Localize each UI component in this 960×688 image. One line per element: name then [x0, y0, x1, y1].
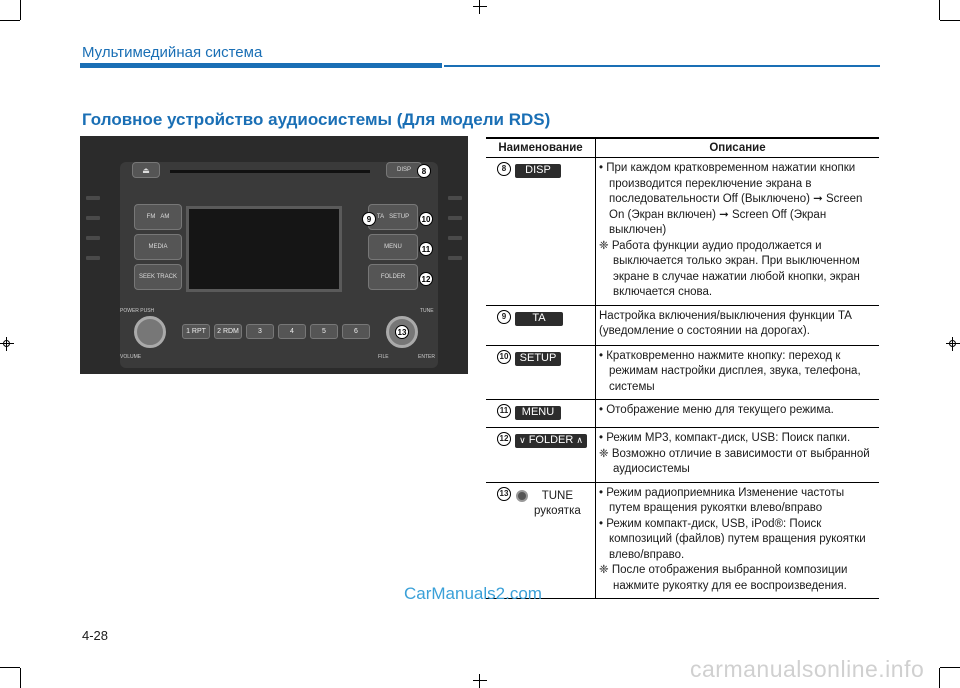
- ta-key: TA: [515, 312, 563, 326]
- menu-key: MENU: [515, 406, 561, 420]
- vent: [448, 216, 462, 220]
- registration-mark: [946, 337, 960, 351]
- chevron-up-icon: ∧: [576, 435, 583, 446]
- column-header-description: Описание: [596, 138, 880, 158]
- callout-13: 13: [395, 325, 409, 339]
- media-button: MEDIA: [134, 234, 182, 260]
- description-note: ❈ Возможно отличие в зависимости от выбранной аудиосистемы: [599, 447, 870, 475]
- callout-9: 9: [362, 212, 376, 226]
- description-line: • Отображение меню для текущего режима.: [599, 404, 834, 416]
- callout-10: 10: [419, 212, 433, 226]
- preset-6-button: 6: [342, 324, 370, 339]
- callout-11: 11: [419, 242, 433, 256]
- cd-slot: [170, 170, 370, 173]
- row-number: 13: [497, 487, 511, 501]
- crop-mark: [0, 20, 20, 21]
- table-row: [486, 428, 879, 483]
- description-line: • Режим компакт-диск, USB, iPod®: Поиск композиций (файлов) путем вращения рукоятки влево/вправо.: [599, 517, 866, 561]
- menu-button: MENU: [368, 234, 418, 260]
- description-note: ❈ После отображения выбранной композиции нажмите рукоятку для ее воспроизведения.: [599, 564, 848, 592]
- folder-label: FOLDER: [380, 274, 406, 280]
- setup-label: SETUP: [389, 214, 410, 220]
- row-number: 11: [497, 404, 511, 418]
- callout-12: 12: [419, 272, 433, 286]
- page-number: 4-28: [82, 628, 109, 643]
- preset-5-button: 5: [310, 324, 338, 339]
- preset-4-button: 4: [278, 324, 306, 339]
- preset-1-button: 1 RPT: [182, 324, 210, 339]
- registration-mark: [473, 674, 487, 688]
- crop-mark: [20, 0, 21, 20]
- row-number: 10: [497, 350, 511, 364]
- vent: [448, 256, 462, 260]
- controls-table: [486, 137, 879, 599]
- registration-mark: [473, 0, 487, 14]
- vent: [86, 236, 100, 240]
- crop-mark: [940, 20, 960, 21]
- eject-button: ⏏: [132, 162, 160, 178]
- vent: [448, 196, 462, 200]
- description-note: ❈ Работа функции аудио продолжается и выключается только экран. При выключенном экране в случае нажатии любой кнопки, экран включается снова.: [599, 239, 860, 298]
- table-row: [486, 345, 879, 400]
- tune-label: TUNE: [541, 489, 574, 502]
- crop-mark: [0, 667, 20, 668]
- callout-8: 8: [417, 164, 431, 178]
- volume-label: VOLUME: [120, 354, 142, 360]
- disp-key: DISP: [515, 164, 561, 178]
- vent: [448, 236, 462, 240]
- knob-icon: [516, 490, 528, 502]
- disp-button: DISP: [386, 162, 422, 178]
- table-row: [486, 482, 879, 599]
- description-line: • При каждом кратковременном нажатии кнопки производится переключение экрана в последовательности Off (Выключено) ➞ Screen On (Экран включен) ➞ Screen Off (Экран выключен): [599, 162, 863, 236]
- folder-button: [368, 264, 418, 290]
- radio-display: [186, 206, 342, 292]
- description-line: • Режим MP3, компакт-диск, USB: Поиск папки.: [599, 432, 851, 444]
- description-line: • Режим радиоприемника Изменение частоты путем вращения рукоятки влево/вправо: [599, 486, 845, 514]
- row-number: 12: [497, 432, 511, 446]
- ta-label: TA: [376, 214, 385, 220]
- description-line: • Кратковременно нажмите кнопку: переход к режимам настройки дисплея, звука, телефона, системы: [599, 349, 861, 393]
- seek-track-label: SEEK TRACK: [139, 274, 177, 280]
- am-label: AM: [160, 214, 170, 220]
- vent: [86, 216, 100, 220]
- header-rule: [80, 63, 442, 68]
- table-row: [486, 305, 879, 345]
- seek-track-button: [134, 264, 182, 290]
- row-number: 9: [497, 310, 511, 324]
- knob-label: рукоятка: [534, 504, 581, 517]
- vent: [86, 196, 100, 200]
- setup-key: SETUP: [515, 352, 561, 366]
- watermark-link[interactable]: CarManuals2.com: [404, 584, 542, 603]
- vent: [86, 256, 100, 260]
- fm-label: FM: [146, 214, 156, 220]
- row-number: 8: [497, 162, 511, 176]
- chevron-down-icon: ∨: [519, 435, 526, 446]
- crop-mark: [939, 0, 940, 20]
- fm-am-button: [134, 204, 182, 230]
- volume-knob: [134, 316, 166, 348]
- table-row: [486, 158, 879, 306]
- registration-mark: [0, 337, 14, 351]
- header-rule: [444, 65, 880, 67]
- preset-2-button: 2 RDM: [214, 324, 242, 339]
- crop-mark: [20, 668, 21, 688]
- description-line: Настройка включения/выключения функции TA (уведомление о состоянии на дорогах).: [599, 309, 852, 337]
- tune-label: TUNE: [420, 308, 434, 314]
- site-watermark: carmanualsonline.info: [690, 656, 925, 682]
- file-label: FILE: [378, 354, 389, 360]
- page-title: Головное устройство аудиосистемы (Для модели RDS): [82, 110, 551, 129]
- crop-mark: [939, 668, 940, 688]
- table-header-row: [486, 138, 879, 158]
- folder-key: [515, 434, 587, 448]
- radio-head-unit-image: [80, 136, 468, 374]
- folder-key-label: FOLDER: [528, 434, 574, 447]
- table-row: [486, 400, 879, 428]
- crop-mark: [940, 667, 960, 668]
- section-header: Мультимедийная система: [82, 44, 263, 61]
- column-header-name: Наименование: [486, 138, 596, 158]
- power-label: POWER PUSH: [120, 308, 155, 314]
- preset-3-button: 3: [246, 324, 274, 339]
- enter-label: ENTER: [418, 354, 435, 360]
